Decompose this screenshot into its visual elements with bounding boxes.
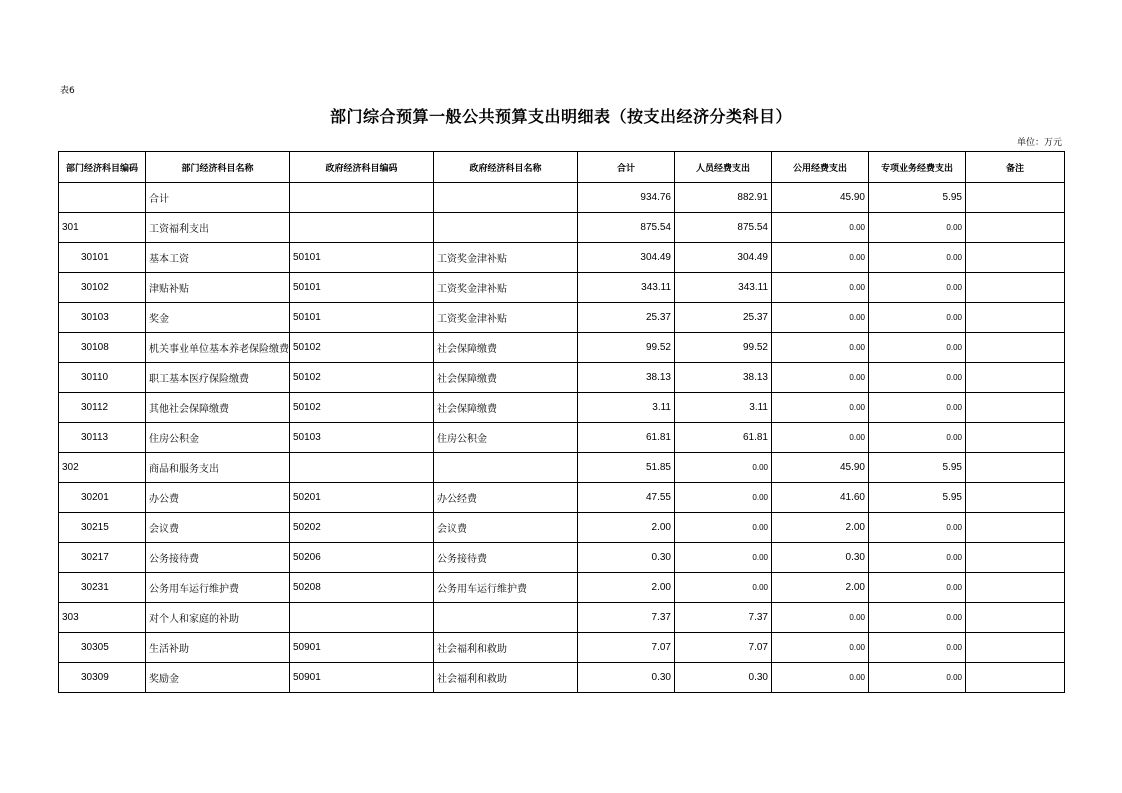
- note-cell: [966, 213, 1065, 243]
- public-cell: 45.90: [772, 453, 869, 483]
- note-cell: [966, 273, 1065, 303]
- column-header-dept-name: 部门经济科目名称: [146, 152, 290, 183]
- gov-code-cell: 50202: [290, 513, 434, 543]
- gov-code-cell: [290, 603, 434, 633]
- gov-name-cell: 工资奖金津补贴: [434, 303, 578, 333]
- column-header-public: 公用经费支出: [772, 152, 869, 183]
- dept-name-cell: 工资福利支出: [146, 213, 290, 243]
- special-cell: 0.00: [869, 513, 966, 543]
- public-cell: 0.00: [772, 423, 869, 453]
- total-cell: 0.30: [578, 543, 675, 573]
- dept-code-cell: 302: [59, 453, 146, 483]
- dept-code-cell: 30309: [59, 663, 146, 693]
- budget-detail-table: [58, 151, 1065, 693]
- gov-code-cell: 50102: [290, 393, 434, 423]
- dept-name-cell: 津贴补贴: [146, 273, 290, 303]
- dept-name-cell: 公务用车运行维护费: [146, 573, 290, 603]
- gov-code-cell: 50101: [290, 273, 434, 303]
- total-cell: 304.49: [578, 243, 675, 273]
- special-cell: 0.00: [869, 213, 966, 243]
- dept-code-cell: 30215: [59, 513, 146, 543]
- personnel-cell: 304.49: [675, 243, 772, 273]
- gov-code-cell: 50901: [290, 663, 434, 693]
- note-cell: [966, 573, 1065, 603]
- personnel-cell: 882.91: [675, 183, 772, 213]
- dept-name-cell: 公务接待费: [146, 543, 290, 573]
- personnel-cell: 343.11: [675, 273, 772, 303]
- table-row: [59, 363, 1065, 393]
- public-cell: 0.00: [772, 363, 869, 393]
- gov-name-cell: 公务用车运行维护费: [434, 573, 578, 603]
- special-cell: 0.00: [869, 573, 966, 603]
- dept-name-cell: 机关事业单位基本养老保险缴费: [146, 333, 290, 363]
- table-number-label: 表6: [60, 86, 75, 96]
- total-cell: 61.81: [578, 423, 675, 453]
- table-row: [59, 453, 1065, 483]
- gov-name-cell: 社会福利和救助: [434, 663, 578, 693]
- gov-code-cell: 50901: [290, 633, 434, 663]
- table-row: [59, 663, 1065, 693]
- gov-name-cell: 工资奖金津补贴: [434, 243, 578, 273]
- gov-code-cell: [290, 453, 434, 483]
- table-row: [59, 543, 1065, 573]
- public-cell: 45.90: [772, 183, 869, 213]
- dept-name-cell: 生活补助: [146, 633, 290, 663]
- dept-code-cell: 30305: [59, 633, 146, 663]
- table-body: [59, 183, 1065, 693]
- note-cell: [966, 423, 1065, 453]
- unit-label: 单位：万元: [1016, 138, 1062, 148]
- personnel-cell: 3.11: [675, 393, 772, 423]
- personnel-cell: 7.37: [675, 603, 772, 633]
- gov-name-cell: 社会福利和救助: [434, 633, 578, 663]
- dept-code-cell: 30102: [59, 273, 146, 303]
- personnel-cell: 0.00: [675, 453, 772, 483]
- special-cell: 0.00: [869, 363, 966, 393]
- gov-code-cell: 50206: [290, 543, 434, 573]
- table-row: [59, 423, 1065, 453]
- document-title: 部门综合预算一般公共预算支出明细表（按支出经济分类科目）: [329, 107, 792, 126]
- dept-name-cell: 办公费: [146, 483, 290, 513]
- note-cell: [966, 363, 1065, 393]
- total-cell: 47.55: [578, 483, 675, 513]
- dept-code-cell: 30201: [59, 483, 146, 513]
- special-cell: 0.00: [869, 633, 966, 663]
- personnel-cell: 875.54: [675, 213, 772, 243]
- dept-code-cell: 30103: [59, 303, 146, 333]
- table-row: [59, 303, 1065, 333]
- public-cell: 2.00: [772, 573, 869, 603]
- table-row: [59, 603, 1065, 633]
- special-cell: 0.00: [869, 303, 966, 333]
- dept-code-cell: 30101: [59, 243, 146, 273]
- note-cell: [966, 513, 1065, 543]
- public-cell: 0.00: [772, 243, 869, 273]
- total-cell: 343.11: [578, 273, 675, 303]
- gov-name-cell: 社会保障缴费: [434, 393, 578, 423]
- gov-code-cell: 50101: [290, 243, 434, 273]
- table-row: [59, 243, 1065, 273]
- personnel-cell: 0.30: [675, 663, 772, 693]
- public-cell: 0.30: [772, 543, 869, 573]
- total-cell: 38.13: [578, 363, 675, 393]
- dept-name-cell: 合计: [146, 183, 290, 213]
- total-cell: 2.00: [578, 513, 675, 543]
- column-header-total: 合计: [578, 152, 675, 183]
- table-row: [59, 273, 1065, 303]
- table-header-row: [59, 152, 1065, 183]
- public-cell: 0.00: [772, 663, 869, 693]
- personnel-cell: 99.52: [675, 333, 772, 363]
- public-cell: 0.00: [772, 213, 869, 243]
- public-cell: 41.60: [772, 483, 869, 513]
- table-total-row: [59, 183, 1065, 213]
- personnel-cell: 0.00: [675, 543, 772, 573]
- public-cell: 0.00: [772, 393, 869, 423]
- gov-code-cell: 50102: [290, 333, 434, 363]
- dept-code-cell: 301: [59, 213, 146, 243]
- gov-code-cell: 50208: [290, 573, 434, 603]
- column-header-special: 专项业务经费支出: [869, 152, 966, 183]
- gov-name-cell: 办公经费: [434, 483, 578, 513]
- gov-code-cell: [290, 183, 434, 213]
- dept-code-cell: 303: [59, 603, 146, 633]
- total-cell: 2.00: [578, 573, 675, 603]
- special-cell: 0.00: [869, 273, 966, 303]
- special-cell: 0.00: [869, 243, 966, 273]
- table-row: [59, 573, 1065, 603]
- column-header-dept-code: 部门经济科目编码: [59, 152, 146, 183]
- note-cell: [966, 243, 1065, 273]
- gov-code-cell: 50102: [290, 363, 434, 393]
- note-cell: [966, 393, 1065, 423]
- note-cell: [966, 663, 1065, 693]
- gov-code-cell: [290, 213, 434, 243]
- gov-name-cell: 住房公积金: [434, 423, 578, 453]
- gov-name-cell: 社会保障缴费: [434, 333, 578, 363]
- gov-name-cell: [434, 603, 578, 633]
- dept-name-cell: 奖金: [146, 303, 290, 333]
- public-cell: 0.00: [772, 333, 869, 363]
- special-cell: 0.00: [869, 543, 966, 573]
- note-cell: [966, 303, 1065, 333]
- gov-name-cell: [434, 453, 578, 483]
- dept-name-cell: 基本工资: [146, 243, 290, 273]
- column-header-note: 备注: [966, 152, 1065, 183]
- total-cell: 51.85: [578, 453, 675, 483]
- dept-code-cell: 30108: [59, 333, 146, 363]
- dept-name-cell: 住房公积金: [146, 423, 290, 453]
- dept-code-cell: 30231: [59, 573, 146, 603]
- personnel-cell: 25.37: [675, 303, 772, 333]
- column-header-gov-code: 政府经济科目编码: [290, 152, 434, 183]
- special-cell: 5.95: [869, 453, 966, 483]
- dept-name-cell: 对个人和家庭的补助: [146, 603, 290, 633]
- public-cell: 2.00: [772, 513, 869, 543]
- dept-code-cell: 30112: [59, 393, 146, 423]
- note-cell: [966, 633, 1065, 663]
- dept-name-cell: 奖励金: [146, 663, 290, 693]
- dept-code-cell: [59, 183, 146, 213]
- dept-name-cell: 商品和服务支出: [146, 453, 290, 483]
- dept-code-cell: 30110: [59, 363, 146, 393]
- note-cell: [966, 183, 1065, 213]
- total-cell: 934.76: [578, 183, 675, 213]
- special-cell: 5.95: [869, 183, 966, 213]
- gov-name-cell: 会议费: [434, 513, 578, 543]
- table-row: [59, 483, 1065, 513]
- dept-name-cell: 职工基本医疗保险缴费: [146, 363, 290, 393]
- table-row: [59, 333, 1065, 363]
- personnel-cell: 61.81: [675, 423, 772, 453]
- special-cell: 0.00: [869, 663, 966, 693]
- special-cell: 0.00: [869, 423, 966, 453]
- column-header-gov-name: 政府经济科目名称: [434, 152, 578, 183]
- gov-code-cell: 50103: [290, 423, 434, 453]
- gov-name-cell: 工资奖金津补贴: [434, 273, 578, 303]
- table-row: [59, 513, 1065, 543]
- total-cell: 99.52: [578, 333, 675, 363]
- public-cell: 0.00: [772, 633, 869, 663]
- gov-name-cell: 社会保障缴费: [434, 363, 578, 393]
- personnel-cell: 7.07: [675, 633, 772, 663]
- note-cell: [966, 603, 1065, 633]
- note-cell: [966, 453, 1065, 483]
- total-cell: 25.37: [578, 303, 675, 333]
- public-cell: 0.00: [772, 303, 869, 333]
- note-cell: [966, 333, 1065, 363]
- table-row: [59, 393, 1065, 423]
- total-cell: 7.07: [578, 633, 675, 663]
- dept-name-cell: 其他社会保障缴费: [146, 393, 290, 423]
- public-cell: 0.00: [772, 273, 869, 303]
- gov-name-cell: [434, 183, 578, 213]
- total-cell: 7.37: [578, 603, 675, 633]
- gov-code-cell: 50201: [290, 483, 434, 513]
- personnel-cell: 0.00: [675, 513, 772, 543]
- public-cell: 0.00: [772, 603, 869, 633]
- special-cell: 0.00: [869, 333, 966, 363]
- personnel-cell: 38.13: [675, 363, 772, 393]
- total-cell: 875.54: [578, 213, 675, 243]
- table-row: [59, 213, 1065, 243]
- special-cell: 0.00: [869, 393, 966, 423]
- note-cell: [966, 543, 1065, 573]
- gov-code-cell: 50101: [290, 303, 434, 333]
- note-cell: [966, 483, 1065, 513]
- personnel-cell: 0.00: [675, 483, 772, 513]
- total-cell: 3.11: [578, 393, 675, 423]
- total-cell: 0.30: [578, 663, 675, 693]
- special-cell: 0.00: [869, 603, 966, 633]
- gov-name-cell: 公务接待费: [434, 543, 578, 573]
- column-header-personnel: 人员经费支出: [675, 152, 772, 183]
- table-row: [59, 633, 1065, 663]
- personnel-cell: 0.00: [675, 573, 772, 603]
- dept-code-cell: 30217: [59, 543, 146, 573]
- special-cell: 5.95: [869, 483, 966, 513]
- dept-name-cell: 会议费: [146, 513, 290, 543]
- dept-code-cell: 30113: [59, 423, 146, 453]
- gov-name-cell: [434, 213, 578, 243]
